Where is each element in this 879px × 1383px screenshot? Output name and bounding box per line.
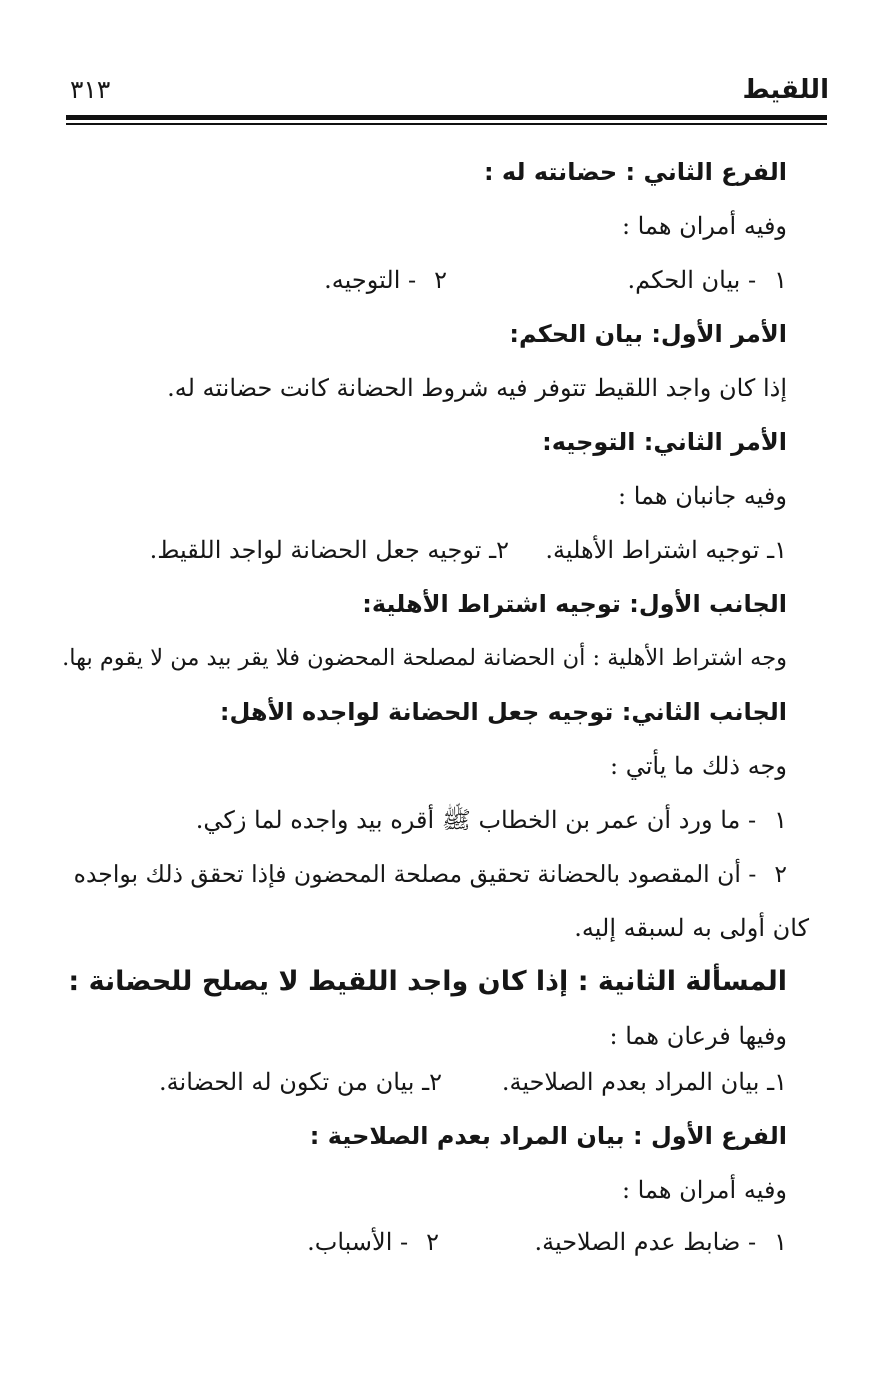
text-line: وفيه أمران هما : [621, 212, 787, 240]
list-item [196, 800, 787, 840]
text-line: كان أولى به لسبقه إليه. [574, 914, 809, 942]
list-item-text: - ضابط عدم الصلاحية. [534, 1228, 757, 1256]
list-item-text: - أن المقصود بالحضانة تحقيق مصلحة المحضون فإذا تحقق ذلك بواجده [73, 860, 757, 888]
section-heading-custody: الفرع الثاني : حضانته له : [483, 158, 787, 186]
list-item [324, 260, 447, 300]
text-line: وفيه أمران هما : [621, 1176, 787, 1204]
list-item: ١ـ بيان المراد بعدم الصلاحية. [501, 1068, 787, 1096]
header-rule-thick [66, 115, 827, 120]
section-heading-unfitness: الفرع الأول : بيان المراد بعدم الصلاحية : [309, 1122, 787, 1150]
text-line: إذا كان واجد اللقيط تتوفر فيه شروط الحضانة كانت حضانته له. [167, 374, 787, 402]
list-item-text: - الأسباب. [307, 1228, 409, 1256]
subheading-custody-finder: الجانب الثاني: توجيه جعل الحضانة لواجده الأهل: [219, 698, 787, 726]
list-item [307, 1222, 439, 1262]
list-number: ٢ [434, 266, 447, 294]
subheading-eligibility: الجانب الأول: توجيه اشتراط الأهلية: [362, 590, 787, 618]
subheading-ruling: الأمر الأول: بيان الحكم: [509, 320, 787, 348]
subheading-justification: الأمر الثاني: التوجيه: [542, 428, 787, 456]
list-item-text: - ما ورد أن عمر بن الخطاب ﷺ أقره بيد واجده لما زكي. [195, 806, 757, 834]
list-item: ١ـ توجيه اشتراط الأهلية. [545, 536, 787, 564]
issue-heading-unfit-finder: المسألة الثانية : إذا كان واجد اللقيط لا يصلح للحضانة : [68, 966, 787, 997]
list-item: ٢ـ بيان من تكون له الحضانة. [159, 1068, 442, 1096]
list-number: ٢ [426, 1228, 439, 1256]
text-line: وفيها فرعان هما : [609, 1022, 787, 1050]
list-item [628, 260, 787, 300]
list-item-text: - التوجيه. [324, 266, 417, 294]
text-line: وفيه جانبان هما : [618, 482, 787, 510]
header-rule-thin [66, 123, 827, 125]
list-number: ١ [774, 806, 787, 834]
page-number: ٣١٣ [70, 75, 111, 104]
list-item [74, 854, 787, 894]
running-header-title: اللقيط [742, 75, 829, 105]
list-item [534, 1222, 787, 1262]
text-line: وجه اشتراط الأهلية : أن الحضانة لمصلحة المحضون فلا يقر بيد من لا يقوم بها. [62, 645, 787, 671]
list-number: ١ [774, 266, 787, 294]
list-item: ٢ـ توجيه جعل الحضانة لواجد اللقيط. [149, 536, 509, 564]
list-number: ١ [774, 1228, 787, 1256]
list-number: ٢ [774, 860, 787, 888]
list-item-text: - بيان الحكم. [627, 266, 757, 294]
text-line: وجه ذلك ما يأتي : [610, 752, 787, 780]
